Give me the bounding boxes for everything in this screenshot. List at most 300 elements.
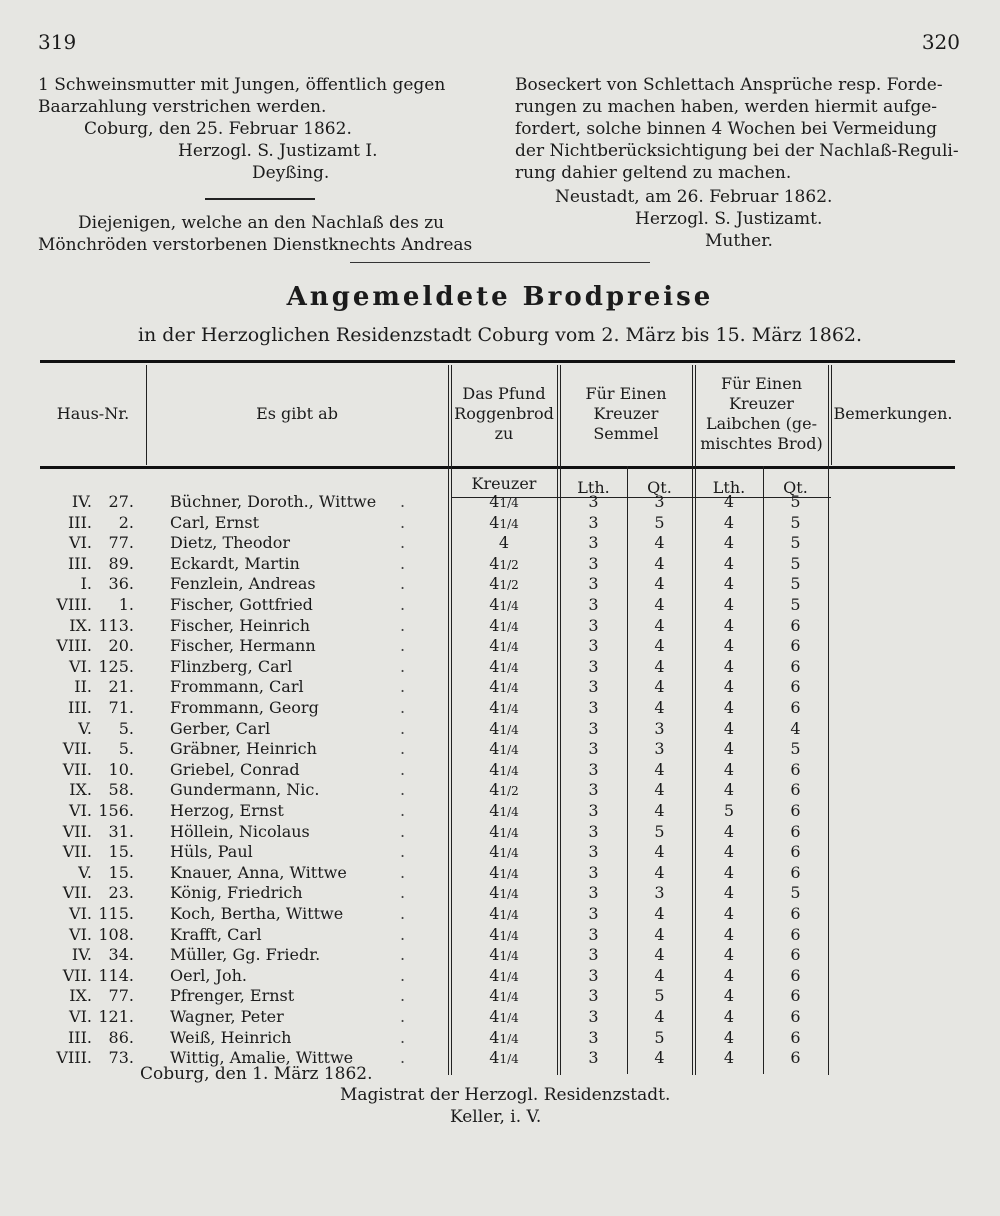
price-fraction: 1/4 (499, 969, 519, 984)
cell-district: VIII. (56, 1048, 92, 1068)
cell-house-nr: 31. (108, 821, 134, 841)
cell-semmel-lth: 3 (588, 924, 599, 944)
cell-house-nr: 156. (98, 801, 134, 820)
cell-district: IX. (69, 986, 92, 1006)
cell-semmel-qt: 3 (654, 883, 665, 903)
cell-house-nr: 108. (98, 924, 134, 944)
cell-laibchen-lth: 4 (723, 656, 735, 676)
cell-semmel-qt: 4 (654, 759, 665, 779)
cell-price (451, 780, 557, 799)
cell-house-nr: 21. (108, 677, 134, 697)
notice2-place-date: Neustadt, am 26. Februar 1862. (555, 187, 833, 207)
cell-semmel-lth: 3 (588, 842, 599, 862)
table-row (0, 574, 1000, 596)
unit-kreuzer: Kreuzer (471, 474, 537, 493)
cell-semmel-qt: 4 (654, 698, 665, 717)
cell-semmel-lth: 3 (588, 1048, 599, 1068)
notice2-cont-line: rung dahier geltend zu machen. (515, 163, 792, 183)
notice2-office: Herzogl. S. Justizamt. (635, 209, 823, 229)
cell-price (451, 986, 557, 1005)
table-row (0, 842, 1000, 864)
price-fraction: 1/4 (499, 805, 519, 819)
table-row (0, 883, 1000, 905)
cell-laibchen-lth: 4 (723, 904, 735, 923)
header-semmel: Für Einen Kreuzer Semmel (585, 384, 667, 443)
cell-price (451, 492, 557, 511)
cell-name: Gräbner, Heinrich (170, 739, 317, 759)
price-whole: 4 (489, 574, 500, 594)
leader-dot: . (400, 862, 406, 882)
cell-semmel-qt: 4 (654, 924, 665, 944)
cell-district: IX. (69, 615, 92, 635)
table-row (0, 904, 1000, 926)
cell-district: VI. (69, 1007, 92, 1026)
cell-price (451, 698, 557, 717)
leader-dot: . (400, 801, 406, 820)
cell-laibchen-qt: 6 (790, 677, 801, 697)
price-whole: 4 (489, 965, 500, 985)
cell-district: VI. (69, 656, 92, 676)
table-row (0, 513, 1000, 535)
cell-laibchen-lth: 4 (723, 1048, 735, 1068)
cell-semmel-qt: 4 (654, 677, 665, 697)
cell-semmel-qt: 4 (654, 801, 665, 820)
cell-house-nr: 2. (118, 512, 134, 532)
cell-house-nr: 10. (108, 759, 134, 779)
cell-house-nr: 89. (108, 553, 134, 573)
cell-laibchen-lth: 4 (723, 965, 735, 985)
cell-house-nr: 115. (98, 904, 134, 923)
price-fraction: 1/4 (499, 496, 519, 510)
table-subtitle: in der Herzoglichen Residenzstadt Coburg vom 2. März bis 15. März 1862. (137, 324, 863, 346)
cell-laibchen-lth: 4 (723, 698, 735, 717)
cell-name: Oerl, Joh. (170, 965, 247, 985)
price-whole: 4 (489, 862, 500, 882)
price-whole: 4 (489, 801, 500, 820)
cell-name: Carl, Ernst (170, 512, 259, 532)
leader-dot: . (400, 965, 406, 985)
page-number-right: 320 (921, 30, 960, 54)
cell-laibchen-qt: 6 (790, 636, 801, 656)
cell-district: III. (67, 1027, 92, 1047)
cell-laibchen-qt: 5 (790, 574, 801, 594)
cell-semmel-qt: 4 (654, 574, 665, 594)
cell-semmel-qt: 4 (654, 965, 665, 985)
leader-dot: . (400, 677, 406, 697)
leader-dot: . (400, 492, 406, 511)
table-row (0, 863, 1000, 885)
table-row (0, 780, 1000, 802)
price-fraction: 1/2 (499, 578, 519, 593)
price-whole: 4 (489, 739, 500, 759)
cell-semmel-lth: 3 (588, 595, 599, 614)
cell-name: Herzog, Ernst (170, 801, 284, 820)
cell-semmel-lth: 3 (588, 821, 599, 841)
price-fraction: 1/4 (499, 1011, 519, 1025)
cell-semmel-qt: 4 (654, 1048, 665, 1068)
cell-semmel-lth: 3 (588, 574, 599, 594)
cell-laibchen-qt: 5 (790, 553, 801, 573)
cell-price (451, 657, 557, 676)
cell-price (451, 925, 557, 944)
cell-price (451, 636, 557, 655)
cell-name: Koch, Bertha, Wittwe (170, 904, 344, 923)
price-fraction: 1/4 (499, 866, 519, 881)
cell-semmel-lth: 3 (588, 492, 599, 511)
cell-house-nr: 77. (108, 533, 134, 553)
cell-house-nr: 36. (108, 574, 134, 594)
footer-place-date: Coburg, den 1. März 1862. (140, 1064, 373, 1084)
price-whole: 4 (489, 1007, 500, 1026)
cell-semmel-lth: 3 (588, 615, 599, 635)
cell-district: I. (80, 574, 92, 594)
cell-semmel-lth: 3 (588, 1027, 599, 1047)
leader-dot: . (400, 595, 406, 614)
cell-laibchen-lth: 4 (723, 759, 735, 779)
cell-price (451, 1048, 557, 1067)
cell-semmel-lth: 3 (588, 801, 599, 820)
cell-price (451, 739, 557, 758)
cell-semmel-qt: 4 (654, 656, 665, 676)
notice2-line: Mönchröden verstorbenen Dienstknechts Andreas (38, 235, 473, 255)
cell-laibchen-qt: 5 (790, 492, 801, 511)
cell-name: Fenzlein, Andreas (170, 574, 316, 594)
notice2-signature: Muther. (705, 231, 773, 251)
price-whole: 4 (489, 821, 500, 841)
table-top-rule (40, 360, 955, 363)
price-whole: 4 (489, 1048, 500, 1068)
price-whole: 4 (498, 533, 510, 553)
leader-dot: . (400, 1048, 406, 1068)
cell-name: Krafft, Carl (170, 924, 262, 944)
cell-name: Pfrenger, Ernst (170, 986, 295, 1006)
cell-house-nr: 125. (98, 656, 134, 676)
cell-name: Eckardt, Martin (170, 553, 300, 573)
page-number-left: 319 (38, 30, 77, 54)
cell-laibchen-lth: 4 (723, 595, 735, 614)
cell-laibchen-lth: 4 (723, 718, 735, 738)
cell-house-nr: 77. (108, 986, 134, 1006)
table-row (0, 554, 1000, 576)
cell-semmel-qt: 5 (654, 512, 665, 532)
cell-house-nr: 73. (108, 1048, 134, 1068)
table-header-rule (40, 466, 955, 469)
cell-laibchen-qt: 5 (790, 512, 801, 532)
cell-laibchen-lth: 4 (723, 553, 735, 573)
table-row (0, 616, 1000, 638)
cell-laibchen-lth: 4 (723, 780, 735, 800)
cell-semmel-qt: 5 (654, 821, 665, 841)
cell-name: Weiß, Heinrich (170, 1027, 292, 1047)
price-fraction: 1/4 (499, 846, 519, 861)
cell-laibchen-qt: 6 (790, 842, 801, 862)
cell-semmel-lth: 3 (588, 862, 599, 882)
cell-semmel-lth: 3 (588, 780, 599, 800)
header-haus-nr: Haus-Nr. (56, 404, 130, 423)
table-row (0, 677, 1000, 699)
header-name: Es gibt ab (256, 404, 338, 423)
cell-laibchen-lth: 4 (723, 574, 735, 594)
cell-house-nr: 20. (108, 636, 134, 656)
price-fraction: 1/2 (499, 557, 519, 572)
notice1-place-date: Coburg, den 25. Februar 1862. (84, 119, 352, 139)
notice2-cont-line: fordert, solche binnen 4 Wochen bei Vermeidung (515, 119, 937, 139)
cell-laibchen-lth: 4 (723, 636, 735, 656)
cell-semmel-lth: 3 (588, 533, 599, 553)
unit-lth: Lth. (577, 478, 610, 497)
cell-semmel-lth: 3 (588, 636, 599, 656)
leader-dot: . (400, 904, 406, 923)
separator-rule (205, 198, 315, 200)
table-row (0, 966, 1000, 988)
unit-qt: Qt. (783, 478, 808, 497)
cell-price (451, 595, 557, 614)
cell-name: König, Friedrich (170, 883, 303, 903)
price-fraction: 1/4 (499, 763, 519, 778)
notice1-line: Baarzahlung verstrichen werden. (38, 97, 327, 117)
cell-laibchen-lth: 4 (723, 677, 735, 697)
cell-district: V. (78, 862, 92, 882)
cell-house-nr: 23. (108, 883, 134, 903)
cell-district: VII. (62, 842, 92, 862)
cell-district: VI. (69, 904, 92, 923)
cell-semmel-qt: 4 (654, 904, 665, 923)
cell-price (451, 822, 557, 841)
title-rule (350, 262, 650, 263)
cell-house-nr: 113. (98, 615, 134, 635)
table-title: Angemeldete Brodpreise (286, 282, 714, 312)
notice2-line: Diejenigen, welche an den Nachlaß des zu (78, 213, 445, 233)
cell-laibchen-lth: 5 (723, 801, 735, 820)
cell-laibchen-qt: 6 (790, 780, 801, 800)
cell-laibchen-qt: 6 (790, 1007, 801, 1026)
table-row (0, 1007, 1000, 1029)
cell-laibchen-qt: 4 (790, 718, 801, 738)
cell-semmel-qt: 4 (654, 615, 665, 635)
price-fraction: 1/4 (499, 990, 519, 1005)
cell-house-nr: 1. (118, 595, 134, 614)
cell-price (451, 574, 557, 593)
price-fraction: 1/4 (499, 1031, 519, 1046)
leader-dot: . (400, 512, 406, 532)
price-fraction: 1/4 (499, 516, 519, 531)
cell-semmel-qt: 4 (654, 553, 665, 573)
cell-house-nr: 34. (108, 945, 134, 965)
price-whole: 4 (489, 883, 500, 903)
price-fraction: 1/4 (499, 743, 519, 758)
price-whole: 4 (489, 924, 500, 944)
notice2-cont-line: der Nichtberücksichtigung bei der Nachlaß-Reguli- (515, 141, 959, 161)
cell-semmel-lth: 3 (588, 698, 599, 717)
cell-district: VIII. (56, 595, 92, 614)
cell-laibchen-lth: 4 (723, 821, 735, 841)
cell-semmel-lth: 3 (588, 883, 599, 903)
cell-house-nr: 15. (108, 842, 134, 862)
cell-laibchen-qt: 6 (790, 656, 801, 676)
cell-semmel-qt: 5 (654, 1027, 665, 1047)
cell-district: III. (67, 553, 92, 573)
price-fraction: 1/4 (499, 619, 519, 634)
cell-price (451, 842, 557, 861)
price-fraction: 1/4 (499, 702, 519, 716)
price-whole: 4 (489, 718, 500, 738)
cell-semmel-qt: 3 (654, 492, 665, 511)
cell-laibchen-lth: 4 (723, 986, 735, 1006)
price-whole: 4 (489, 842, 500, 862)
header-remarks: Bemerkungen. (833, 404, 953, 423)
price-whole: 4 (489, 656, 500, 676)
cell-name: Flinzberg, Carl (170, 656, 293, 676)
footer-authority: Magistrat der Herzogl. Residenzstadt. (340, 1085, 671, 1105)
table-row (0, 698, 1000, 720)
price-fraction: 1/4 (499, 908, 519, 922)
cell-name: Fischer, Gottfried (170, 595, 313, 614)
cell-district: IV. (71, 945, 92, 965)
cell-laibchen-qt: 6 (790, 986, 801, 1006)
cell-semmel-lth: 3 (588, 512, 599, 532)
price-fraction: 1/4 (499, 887, 519, 902)
unit-qt: Qt. (647, 478, 672, 497)
table-row (0, 801, 1000, 823)
cell-house-nr: 114. (98, 965, 134, 985)
cell-district: VIII. (56, 636, 92, 656)
cell-district: VI. (69, 533, 92, 553)
cell-district: VII. (62, 821, 92, 841)
cell-district: VII. (62, 883, 92, 903)
price-fraction: 1/4 (499, 660, 519, 675)
cell-district: VII. (62, 739, 92, 759)
cell-semmel-lth: 3 (588, 739, 599, 759)
cell-laibchen-qt: 5 (790, 595, 801, 614)
table-row (0, 986, 1000, 1008)
header-roggenbrod: Das Pfund Roggenbrod zu (454, 384, 554, 443)
leader-dot: . (400, 1007, 406, 1026)
cell-semmel-lth: 3 (588, 1007, 599, 1026)
cell-name: Höllein, Nicolaus (170, 821, 310, 841)
cell-price (451, 1007, 557, 1026)
cell-house-nr: 58. (108, 780, 134, 800)
cell-name: Knauer, Anna, Wittwe (170, 862, 347, 882)
cell-semmel-qt: 3 (654, 718, 665, 738)
cell-district: VI. (69, 924, 92, 944)
table-row (0, 719, 1000, 741)
leader-dot: . (400, 739, 406, 759)
cell-name: Frommann, Georg (170, 698, 319, 717)
table-row (0, 595, 1000, 617)
cell-price (451, 616, 557, 635)
cell-district: III. (67, 698, 92, 717)
leader-dot: . (400, 615, 406, 635)
cell-semmel-lth: 3 (588, 904, 599, 923)
cell-price (451, 945, 557, 964)
cell-name: Frommann, Carl (170, 677, 304, 697)
cell-semmel-lth: 3 (588, 945, 599, 965)
price-whole: 4 (489, 677, 500, 697)
cell-price (451, 863, 557, 882)
cell-laibchen-qt: 6 (790, 615, 801, 635)
cell-semmel-lth: 3 (588, 677, 599, 697)
price-whole: 4 (489, 512, 500, 532)
cell-semmel-qt: 3 (654, 739, 665, 759)
cell-laibchen-lth: 4 (723, 883, 735, 903)
table-row (0, 739, 1000, 761)
leader-dot: . (400, 883, 406, 903)
cell-name: Gundermann, Nic. (170, 780, 320, 800)
cell-house-nr: 121. (98, 1007, 134, 1026)
cell-name: Dietz, Theodor (170, 533, 291, 553)
leader-dot: . (400, 986, 406, 1006)
cell-house-nr: 5. (118, 718, 134, 738)
cell-district: IX. (69, 780, 92, 800)
price-fraction: 1/4 (499, 949, 519, 964)
cell-semmel-qt: 4 (654, 1007, 665, 1026)
price-whole: 4 (489, 615, 500, 635)
leader-dot: . (400, 718, 406, 738)
cell-price (451, 883, 557, 902)
unit-lth: Lth. (712, 478, 746, 497)
cell-house-nr: 27. (108, 492, 134, 511)
leader-dot: . (400, 698, 406, 717)
leader-dot: . (400, 842, 406, 862)
cell-semmel-qt: 4 (654, 780, 665, 800)
leader-dot: . (400, 780, 406, 800)
price-whole: 4 (489, 595, 500, 614)
leader-dot: . (400, 574, 406, 594)
leader-dot: . (400, 636, 406, 656)
cell-semmel-qt: 4 (654, 945, 665, 965)
cell-district: VII. (62, 965, 92, 985)
leader-dot: . (400, 821, 406, 841)
cell-name: Griebel, Conrad (170, 759, 300, 779)
price-fraction: 1/4 (499, 928, 519, 943)
table-row (0, 657, 1000, 679)
price-whole: 4 (489, 780, 500, 800)
right-column (515, 74, 960, 252)
cell-laibchen-lth: 4 (723, 533, 735, 553)
notice1-office: Herzogl. S. Justizamt I. (178, 141, 378, 161)
cell-name: Fischer, Heinrich (170, 615, 311, 635)
cell-price (451, 801, 557, 820)
cell-price (451, 760, 557, 779)
leader-dot: . (400, 945, 406, 965)
cell-name: Gerber, Carl (170, 718, 271, 738)
notice2-cont-line: Boseckert von Schlettach Ansprüche resp. Forde- (515, 75, 943, 95)
cell-semmel-qt: 5 (654, 986, 665, 1006)
cell-semmel-qt: 4 (654, 842, 665, 862)
cell-price (451, 513, 557, 532)
cell-price (451, 719, 557, 738)
footer-signature: Keller, i. V. (450, 1107, 542, 1127)
cell-name: Müller, Gg. Friedr. (170, 945, 321, 965)
cell-district: II. (74, 677, 92, 697)
table-row (0, 636, 1000, 658)
price-fraction: 1/4 (499, 722, 519, 737)
table-row (0, 1028, 1000, 1050)
price-whole: 4 (489, 492, 500, 511)
price-whole: 4 (489, 636, 500, 656)
cell-price (451, 904, 557, 923)
leader-dot: . (400, 656, 406, 676)
cell-laibchen-qt: 6 (790, 904, 801, 923)
table-row (0, 945, 1000, 967)
table-row (0, 533, 1000, 555)
left-column (38, 74, 482, 256)
cell-laibchen-lth: 4 (723, 1027, 735, 1047)
cell-laibchen-lth: 4 (723, 739, 735, 759)
cell-laibchen-qt: 6 (790, 801, 801, 820)
cell-price (451, 966, 557, 985)
cell-district: IV. (71, 492, 92, 511)
